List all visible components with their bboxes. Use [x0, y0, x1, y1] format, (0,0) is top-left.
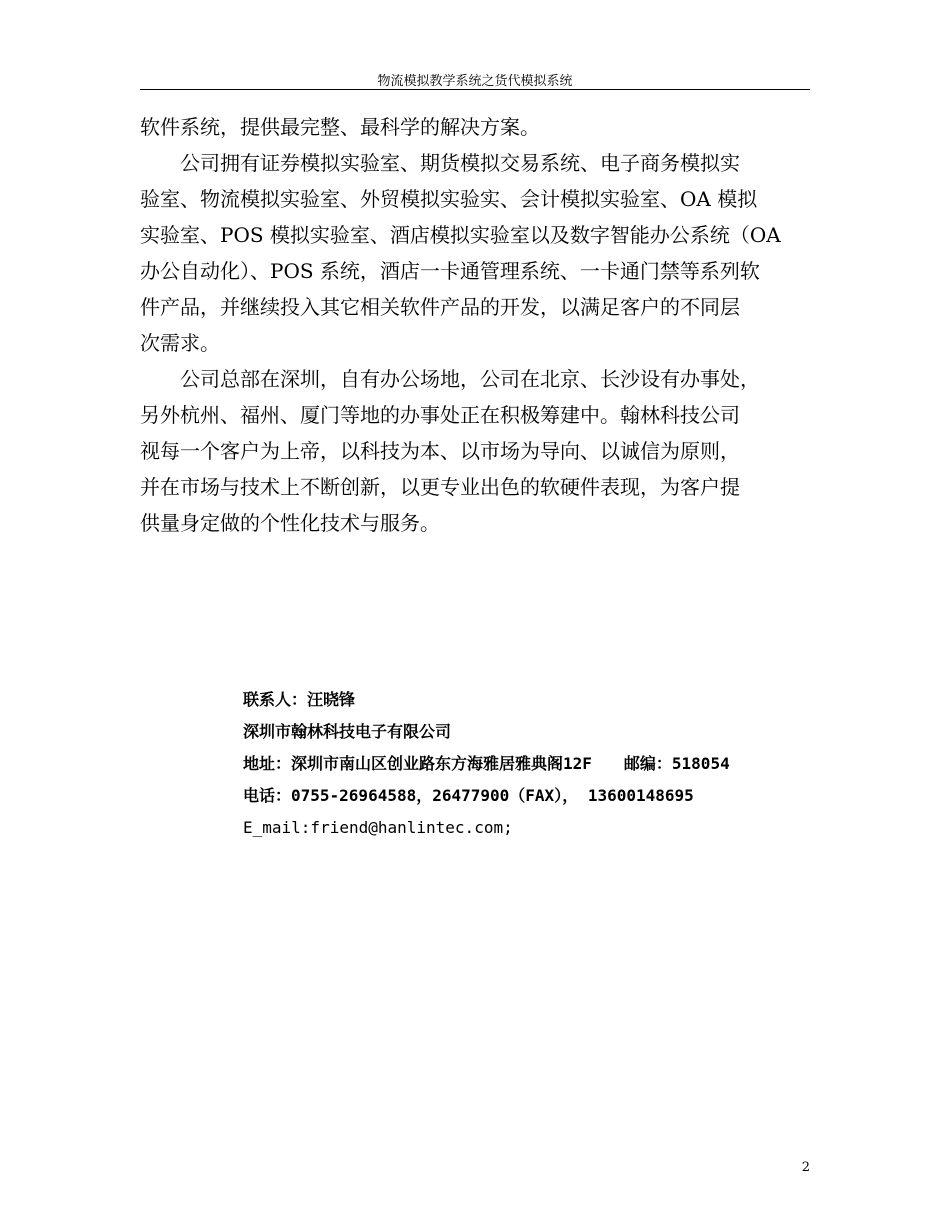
running-header-title: 物流模拟教学系统之货代模拟系统	[377, 74, 573, 89]
contact-email: E_mail:friend@hanlintec.com;	[243, 818, 513, 837]
page-number: 2	[801, 1160, 810, 1175]
body-paragraphs	[140, 109, 812, 541]
body-line: 实验室、POS 模拟实验室、酒店模拟实验室以及数字智能办公系统（OA	[140, 223, 781, 247]
contact-postcode: 邮编：518054	[623, 754, 730, 773]
contact-person: 联系人：汪晓锋	[243, 690, 356, 709]
body-line: 视每一个客户为上帝，以科技为本、以市场为导向、以诚信为原则，	[140, 439, 740, 463]
body-line: 公司总部在深圳，自有办公场地，公司在北京、长沙设有办事处，	[140, 367, 760, 391]
body-line: 办公自动化）、POS 系统，酒店一卡通管理系统、一卡通门禁等系列软	[140, 259, 760, 283]
contact-company: 深圳市翰林科技电子有限公司	[243, 722, 452, 741]
body-line: 件产品，并继续投入其它相关软件产品的开发，以满足客户的不同层	[140, 295, 740, 319]
body-line: 供量身定做的个性化技术与服务。	[140, 511, 440, 535]
contact-block	[243, 684, 843, 844]
contact-phone: 电话：0755-26964588，26477900（FAX）， 13600148695	[243, 786, 694, 805]
body-line: 公司拥有证券模拟实验室、期货模拟交易系统、电子商务模拟实	[140, 151, 740, 175]
contact-address: 地址：深圳市南山区创业路东方海雅居雅典阁12F	[243, 754, 592, 773]
body-line: 次需求。	[140, 331, 220, 355]
header-rule	[140, 89, 810, 90]
body-line: 验室、物流模拟实验室、外贸模拟实验实、会计模拟实验室、OA 模拟	[140, 187, 758, 211]
body-line: 另外杭州、福州、厦门等地的办事处正在积极筹建中。翰林科技公司	[140, 403, 740, 427]
body-line: 软件系统，提供最完整、最科学的解决方案。	[140, 115, 540, 139]
body-line: 并在市场与技术上不断创新，以更专业出色的软硬件表现，为客户提	[140, 475, 740, 499]
contact-address-line	[243, 748, 843, 780]
